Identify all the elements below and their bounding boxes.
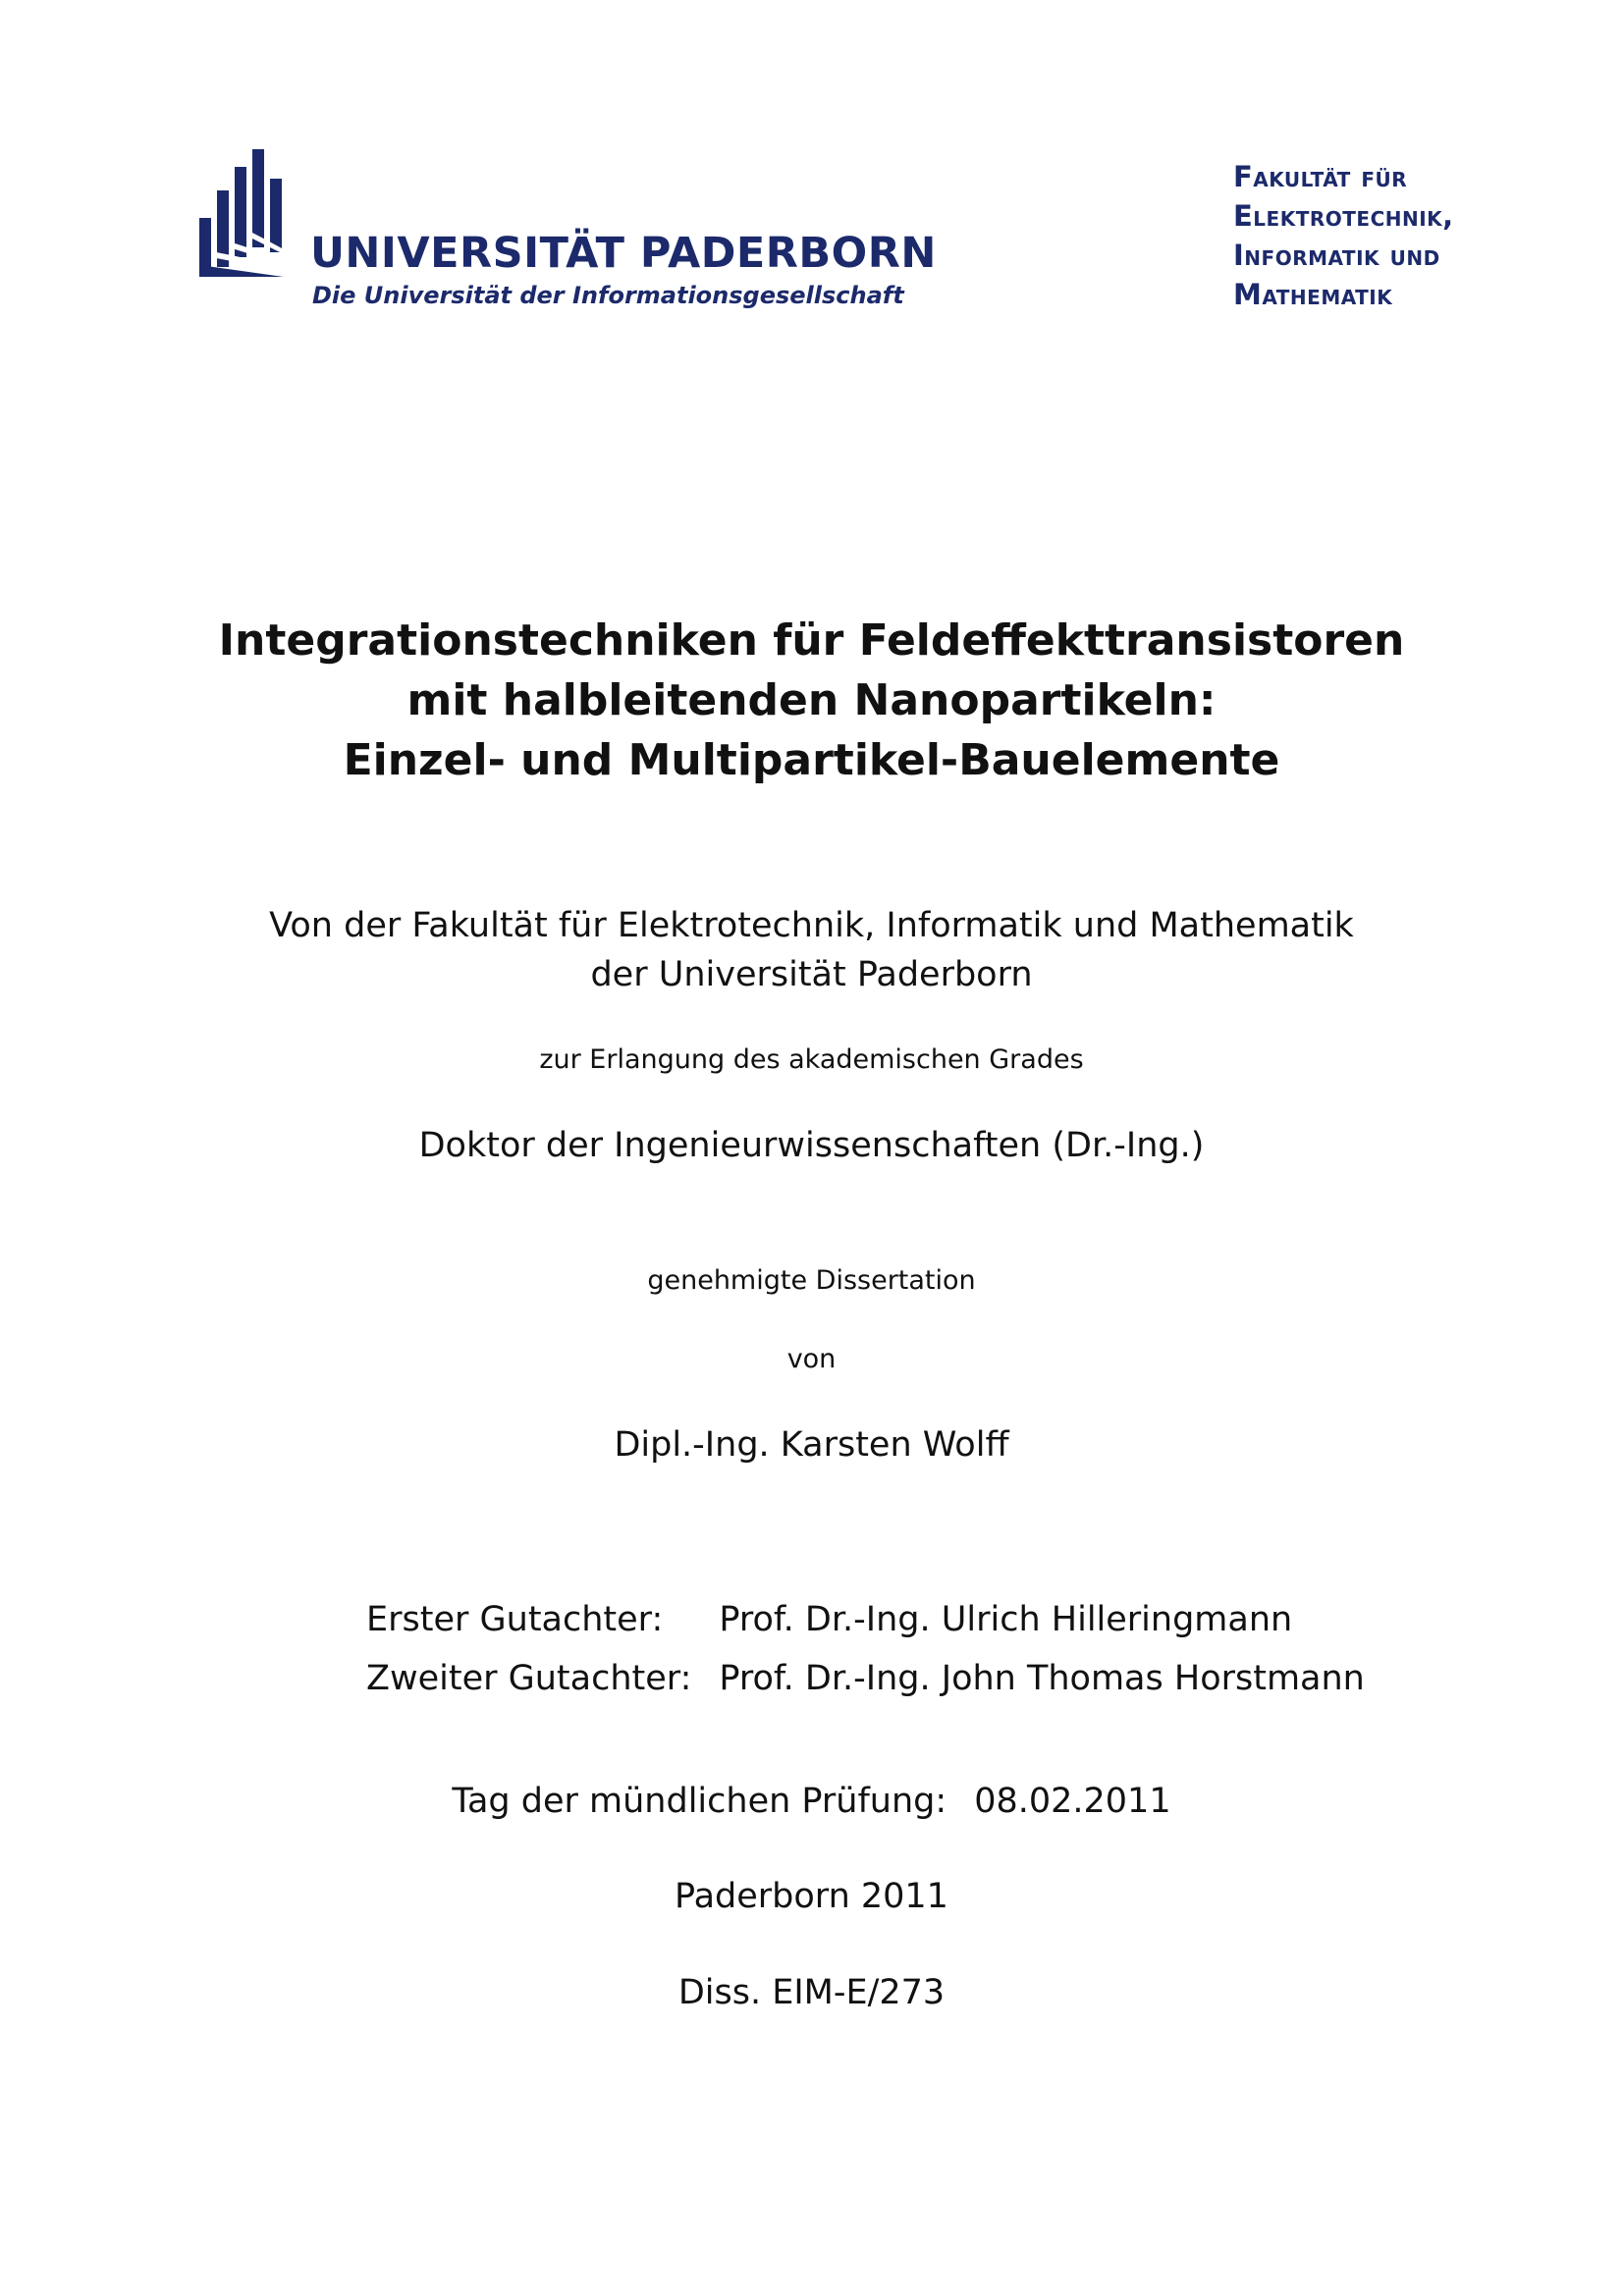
degree: Doktor der Ingenieurwissenschaften (Dr.-Ing.) (418, 1126, 1205, 1165)
degree-intro: zur Erlangung des akademischen Grades (539, 1044, 1084, 1075)
dissertation-number: Diss. EIM-E/273 (677, 1973, 946, 2012)
reviewers-table (366, 1590, 1365, 1708)
title-line: Einzel- und Multipartikel-Bauelemente (343, 735, 1280, 785)
faculty-line: Mathematik (1233, 278, 1393, 311)
thesis-title (0, 611, 1623, 790)
reviewer-name: Prof. Dr.-Ing. Ulrich Hilleringmann (719, 1600, 1293, 1639)
faculty-line: Fakultät für (1233, 160, 1408, 193)
reviewer-role: Zweiter Gutachter: (366, 1659, 692, 1698)
university-logo-icon (199, 149, 298, 277)
place-year: Paderborn 2011 (675, 1877, 948, 1916)
exam-label: Tag der mündlichen Prüfung: (452, 1782, 947, 1821)
title-line: Integrationstechniken für Feldeffekttransistoren (218, 615, 1405, 666)
faculty-name (1233, 157, 1454, 314)
intro-line: der Universität Paderborn (590, 955, 1033, 994)
title-line: mit halbleitenden Nanopartikeln: (406, 675, 1217, 725)
intro-line: Von der Fakultät für Elektrotechnik, Informatik und Mathematik (269, 906, 1354, 945)
reviewers-block (366, 1590, 1365, 1708)
faculty-line: Informatik und (1233, 239, 1440, 272)
reviewer-row (366, 1649, 1365, 1708)
university-tagline: Die Universität der Informationsgesellschaft (312, 282, 904, 309)
reviewer-name: Prof. Dr.-Ing. John Thomas Horstmann (719, 1659, 1365, 1698)
reviewer-role: Erster Gutachter: (366, 1600, 664, 1639)
reviewer-row (366, 1590, 1365, 1649)
exam-date-line (0, 1782, 1623, 1821)
faculty-statement (0, 901, 1623, 999)
by-label: von (786, 1344, 837, 1374)
university-name: UNIVERSITÄT PADERBORN (310, 229, 937, 278)
author-name: Dipl.-Ing. Karsten Wolff (614, 1425, 1009, 1465)
dissertation-type: genehmigte Dissertation (647, 1265, 976, 1296)
exam-date: 08.02.2011 (974, 1782, 1171, 1821)
faculty-line: Elektrotechnik, (1233, 199, 1454, 233)
